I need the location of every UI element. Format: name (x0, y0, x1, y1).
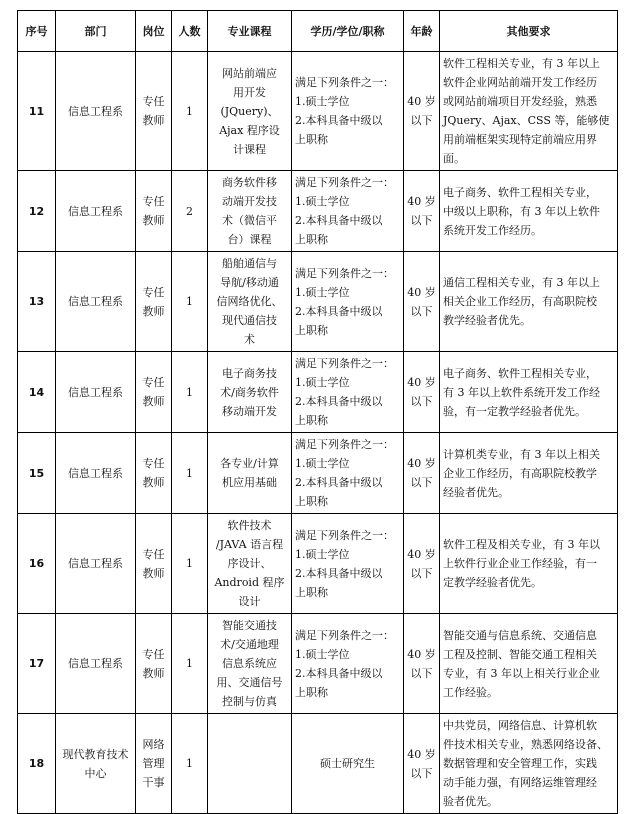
course-line: 序设计、 (227, 557, 272, 570)
header-no: 序号 (18, 11, 56, 52)
age-line: 以下 (410, 766, 433, 780)
course-line: 用开发 (233, 85, 266, 99)
post-line: 教师 (142, 666, 165, 680)
other-line: 软件企业网站前端开发工作经历 (443, 76, 597, 89)
course-line: 控制与仿真 (222, 695, 277, 708)
requirement-line: 2.本科具备中级以 (295, 395, 383, 408)
other-requirement-cell (440, 352, 618, 433)
requirement-line: 满足下列条件之一： (295, 628, 394, 642)
count-cell: 1 (172, 714, 208, 814)
row-number: 15 (18, 433, 56, 514)
table-row (18, 171, 618, 252)
age-cell (404, 514, 440, 614)
course-cell (208, 171, 292, 252)
other-line: JQuery、Ajax、CSS 等，能够使 (443, 114, 610, 127)
other-line: 软件工程及相关专业，有 3 年以 (443, 538, 600, 551)
course-line: 计课程 (233, 142, 266, 156)
requirement-line: 满足下列条件之一： (295, 528, 394, 542)
course-line: 各专业/计算 (220, 457, 279, 470)
requirement-line: 上职称 (295, 585, 328, 599)
other-requirement-cell (440, 52, 618, 171)
count-cell: 1 (172, 252, 208, 352)
other-line: 件技术相关专业，熟悉网络设备、 (443, 738, 608, 751)
course-line: 设计 (238, 595, 261, 608)
department-cell: 信息工程系 (56, 352, 136, 433)
table-row (18, 352, 618, 433)
requirement-line: 满足下列条件之一： (295, 176, 394, 189)
table-row (18, 714, 618, 814)
requirement-line: 1.硕士学位 (295, 195, 350, 208)
header-row (18, 11, 618, 52)
requirement-line: 2.本科具备中级以 (295, 214, 383, 227)
other-line: 工程及控制、智能交通工程相关 (443, 647, 597, 661)
other-line: 定教学经验者优先。 (443, 576, 542, 589)
row-number: 18 (18, 714, 56, 814)
course-line: 术（微信平 (222, 214, 277, 227)
post-cell (136, 614, 172, 714)
requirement-cell (292, 252, 404, 352)
table-row (18, 614, 618, 714)
requirement-line: 2.本科具备中级以 (295, 566, 383, 580)
post-line: 教师 (142, 114, 165, 127)
course-cell (208, 252, 292, 352)
row-number: 14 (18, 352, 56, 433)
table-row (18, 252, 618, 352)
other-line: 验，有一定教学经验者优先。 (443, 404, 586, 418)
post-line: 专任 (142, 95, 165, 108)
other-requirement-cell (440, 433, 618, 514)
age-line: 以下 (410, 114, 433, 127)
other-line: 中共党员，网络信息、计算机软 (443, 719, 597, 732)
other-line: 有 3 年以上软件系统开发工作经 (443, 385, 600, 399)
requirement-line: 1.硕士学位 (295, 95, 350, 108)
course-line: 术 (244, 333, 255, 346)
course-line: 机应用基础 (222, 476, 277, 489)
course-line: 导航/移动通 (220, 276, 279, 289)
other-line: 验者优先。 (443, 795, 498, 808)
other-line: 专业，有 3 年以上相关行业企业 (443, 666, 600, 680)
requirement-line: 上职称 (295, 685, 328, 699)
post-cell (136, 252, 172, 352)
age-cell (404, 352, 440, 433)
requirement-line: 2.本科具备中级以 (295, 304, 383, 318)
course-line: 术/商务软件 (220, 385, 279, 399)
requirement-line: 1.硕士学位 (295, 547, 350, 561)
requirement-cell (292, 352, 404, 433)
age-line: 40 岁 (407, 457, 436, 470)
course-line: 信网络优化、 (216, 295, 283, 308)
count-cell: 1 (172, 514, 208, 614)
course-line: Ajax 程序设 (219, 123, 280, 137)
department-cell: 现代教育技术中心 (56, 714, 136, 814)
requirement-line: 2.本科具备中级以 (295, 114, 383, 127)
department-cell: 信息工程系 (56, 614, 136, 714)
table-row (18, 433, 618, 514)
post-line: 教师 (142, 304, 165, 318)
age-line: 以下 (410, 304, 433, 318)
course-cell (208, 614, 292, 714)
other-line: 中级以上职称，有 3 年以上软件 (443, 204, 600, 218)
post-line: 教师 (142, 214, 165, 227)
course-cell (208, 433, 292, 514)
post-cell (136, 352, 172, 433)
other-line: 智能交通与信息系统、交通信息 (443, 628, 597, 642)
department-cell: 信息工程系 (56, 171, 136, 252)
post-line: 专任 (142, 285, 165, 299)
post-cell (136, 171, 172, 252)
recruitment-table (17, 10, 618, 814)
other-line: 软件工程相关专业，有 3 年以上 (443, 57, 600, 70)
post-line: 专任 (142, 547, 165, 561)
requirement-cell (292, 614, 404, 714)
count-cell: 1 (172, 52, 208, 171)
requirement-line: 满足下列条件之一： (295, 438, 394, 451)
post-line: 网络 (142, 738, 165, 751)
age-cell (404, 52, 440, 171)
age-line: 40 岁 (407, 95, 436, 108)
requirement-line: 上职称 (295, 495, 328, 508)
course-line: /JAVA 语言程 (215, 538, 284, 551)
other-line: 面。 (443, 152, 465, 165)
other-line: 电子商务、软件工程相关专业， (443, 185, 597, 199)
department-cell: 信息工程系 (56, 433, 136, 514)
other-requirement-cell (440, 614, 618, 714)
requirement-line: 1.硕士学位 (295, 376, 350, 389)
other-line: 工作经验。 (443, 685, 498, 699)
post-cell (136, 714, 172, 814)
course-line: 网站前端应 (222, 66, 277, 80)
age-line: 40 岁 (407, 547, 436, 561)
other-line: 数据管理和安全管理工作，实践 (443, 757, 597, 770)
other-line: 相关企业工作经历，有高职院校 (443, 295, 597, 308)
header-requirement: 学历/学位/职称 (292, 11, 404, 52)
requirement-cell (292, 714, 404, 814)
other-line: 上软件行业企业工作经验，有一 (443, 557, 597, 570)
age-cell (404, 171, 440, 252)
age-cell (404, 252, 440, 352)
other-requirement-cell (440, 171, 618, 252)
age-cell (404, 433, 440, 514)
other-line: 动手能力强，有网络运维管理经 (443, 776, 597, 789)
row-number: 13 (18, 252, 56, 352)
course-line: 软件技术 (227, 519, 272, 532)
course-line: 现代通信技 (222, 314, 277, 327)
age-line: 以下 (410, 395, 433, 408)
course-line: 智能交通技 (222, 619, 277, 632)
other-line: 用前端框架实现特定前端应用界 (443, 133, 597, 146)
requirement-line: 1.硕士学位 (295, 457, 350, 470)
course-line: 船舶通信与 (222, 257, 277, 270)
course-line: Android 程序 (214, 576, 285, 589)
header-course: 专业课程 (208, 11, 292, 52)
department-cell: 信息工程系 (56, 52, 136, 171)
post-cell (136, 433, 172, 514)
row-number: 11 (18, 52, 56, 171)
course-cell (208, 714, 292, 814)
course-line: 移动端开发 (222, 404, 277, 418)
header-post: 岗位 (136, 11, 172, 52)
header-dept: 部门 (56, 11, 136, 52)
count-cell: 2 (172, 171, 208, 252)
header-age: 年龄 (404, 11, 440, 52)
department-cell: 信息工程系 (56, 514, 136, 614)
age-cell (404, 614, 440, 714)
requirement-line: 满足下列条件之一： (295, 357, 394, 370)
age-line: 40 岁 (407, 747, 436, 761)
other-line: 教学经验者优先。 (443, 314, 531, 327)
header-count: 人数 (172, 11, 208, 52)
age-line: 以下 (410, 476, 433, 489)
row-number: 17 (18, 614, 56, 714)
table-row (18, 52, 618, 171)
other-line: 计算机类专业，有 3 年以上相关 (443, 447, 600, 461)
post-line: 专任 (142, 195, 165, 208)
count-cell: 1 (172, 352, 208, 433)
post-line: 教师 (142, 566, 165, 580)
post-line: 专任 (142, 457, 165, 470)
age-line: 40 岁 (407, 195, 436, 208)
age-line: 以下 (410, 214, 433, 227)
age-line: 40 岁 (407, 285, 436, 299)
count-cell: 1 (172, 433, 208, 514)
course-line: 动端开发技 (222, 195, 277, 208)
age-line: 以下 (410, 666, 433, 680)
other-line: 通信工程相关专业，有 3 年以上 (443, 276, 600, 289)
age-line: 以下 (410, 566, 433, 580)
course-line: 台）课程 (227, 233, 272, 246)
requirement-line: 上职称 (295, 233, 328, 246)
post-line: 专任 (142, 647, 165, 661)
course-line: 术/交通地理 (220, 638, 279, 651)
requirement-line: 1.硕士学位 (295, 285, 350, 299)
other-requirement-cell (440, 252, 618, 352)
row-number: 16 (18, 514, 56, 614)
age-cell (404, 714, 440, 814)
requirement-cell (292, 433, 404, 514)
other-requirement-cell (440, 514, 618, 614)
department-cell: 信息工程系 (56, 252, 136, 352)
requirement-cell (292, 171, 404, 252)
post-line: 专任 (142, 376, 165, 389)
other-line: 企业工作经历，有高职院校教学 (443, 466, 597, 480)
post-line: 管理 (142, 757, 165, 770)
other-requirement-cell (440, 714, 618, 814)
course-line: (JQuery)、 (220, 104, 279, 118)
other-line: 电子商务、软件工程相关专业， (443, 366, 597, 380)
age-line: 40 岁 (407, 647, 436, 661)
course-line: 电子商务技 (222, 366, 277, 380)
post-cell (136, 514, 172, 614)
course-cell (208, 52, 292, 171)
other-line: 或网站前端项目开发经验，熟悉 (443, 95, 597, 108)
requirement-cell (292, 52, 404, 171)
requirement-line: 2.本科具备中级以 (295, 666, 383, 680)
table-row (18, 514, 618, 614)
requirement-line: 2.本科具备中级以 (295, 476, 383, 489)
post-line: 教师 (142, 395, 165, 408)
requirement-line: 满足下列条件之一： (295, 266, 394, 280)
requirement-line: 满足下列条件之一： (295, 76, 394, 89)
other-line: 经验者优先。 (443, 485, 509, 499)
count-cell: 1 (172, 614, 208, 714)
post-line: 干事 (142, 776, 165, 789)
post-line: 教师 (142, 476, 165, 489)
header-other: 其他要求 (440, 11, 618, 52)
course-line: 信息系统应 (222, 657, 277, 670)
requirement-line: 上职称 (295, 133, 328, 146)
age-line: 40 岁 (407, 376, 436, 389)
requirement-line: 上职称 (295, 414, 328, 427)
course-line: 用、交通信号 (216, 676, 283, 689)
requirement-cell (292, 514, 404, 614)
course-line: 商务软件移 (222, 176, 277, 189)
other-line: 系统开发工作经历。 (443, 223, 542, 237)
row-number: 12 (18, 171, 56, 252)
requirement-line: 硕士研究生 (320, 757, 375, 770)
post-cell (136, 52, 172, 171)
course-cell (208, 514, 292, 614)
requirement-line: 1.硕士学位 (295, 647, 350, 661)
course-cell (208, 352, 292, 433)
requirement-line: 上职称 (295, 323, 328, 337)
